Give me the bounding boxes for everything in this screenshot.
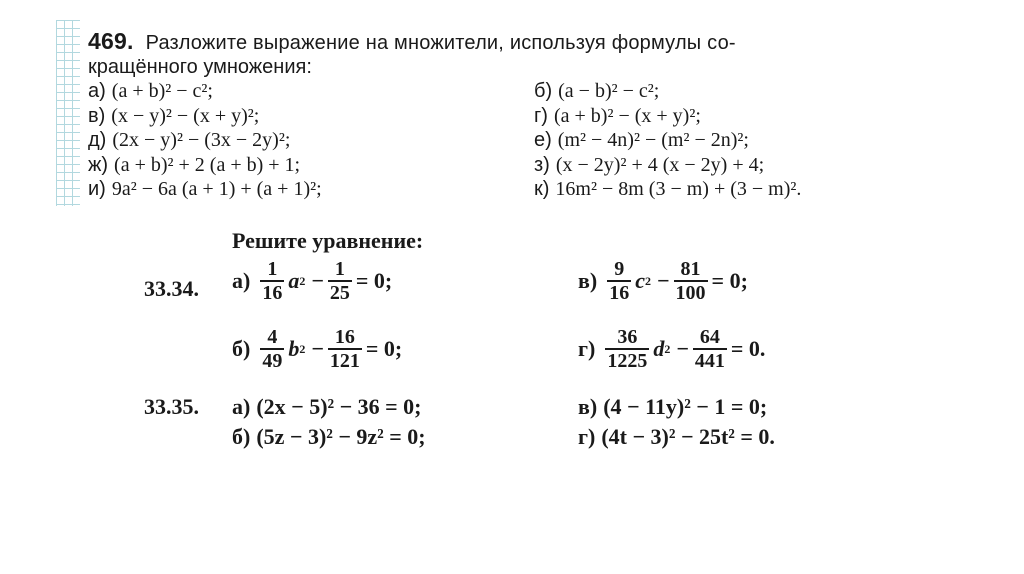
- eq-3334-a: а) $\frac{1}{16}$ a 2 − $\frac{1}{25}$ = 0;: [232, 258, 393, 304]
- denominator: 49: [262, 350, 283, 372]
- item-letter: и): [88, 178, 106, 201]
- fraction: [607, 258, 631, 304]
- eq-3334-g: г) $\frac{36}{1225}$ d 2 − $\frac{64}{441}$ = 0.: [578, 326, 766, 372]
- eq-3335-a: [232, 394, 422, 420]
- denominator: 100: [675, 282, 706, 304]
- item-expression: (a + b)² − c²;: [111, 80, 213, 102]
- item-letter: г): [534, 104, 548, 127]
- numerator: 1: [334, 258, 345, 280]
- eq-expr: (5z − 3)² − 9z² = 0;: [256, 424, 426, 449]
- eq-expr: (2x − 5)² − 36 = 0;: [256, 394, 422, 419]
- problem-3335-number: 33.35.: [144, 394, 199, 419]
- eq-3335-v: [578, 394, 767, 420]
- problem-3334-number: 33.34.: [144, 276, 199, 301]
- fraction: [693, 326, 727, 372]
- numerator: 16: [334, 326, 355, 348]
- item-letter: ж): [88, 153, 109, 176]
- item-expression: 16m² − 8m (3 − m) + (3 − m)².: [555, 178, 802, 201]
- item-letter: а): [88, 80, 106, 102]
- item-expression: (m² − 4n)² − (m² − 2n)²;: [557, 129, 749, 152]
- eq-letter: г): [578, 336, 596, 361]
- denominator: 16: [262, 282, 283, 304]
- eq-letter: в): [578, 394, 598, 419]
- fraction: [328, 326, 362, 372]
- eq-letter: б): [232, 336, 251, 361]
- numerator: 1: [267, 258, 278, 280]
- item-expression: 9a² − 6a (a + 1) + (a + 1)²;: [111, 178, 322, 201]
- item-letter: д): [88, 129, 107, 152]
- eq-tail: = 0;: [355, 268, 393, 293]
- eq-letter: а): [232, 394, 251, 419]
- denominator: 25: [329, 282, 350, 304]
- eq-3335-b: [232, 424, 426, 450]
- eq-letter: в): [578, 268, 598, 293]
- variable: a: [288, 268, 300, 293]
- item-expression: (2x − y)² − (3x − 2y)²;: [112, 129, 291, 152]
- item-letter: е): [534, 129, 552, 152]
- eq-expr: (4 − 11y)² − 1 = 0;: [603, 394, 768, 419]
- item-expression: (a + b)² + 2 (a + b) + 1;: [114, 153, 301, 176]
- eq-letter: а): [232, 268, 251, 293]
- eq-3334-v: в) $\frac{9}{16}$ c 2 − $\frac{81}{100}$ = 0;: [578, 258, 748, 304]
- fraction: [328, 258, 352, 304]
- eq-tail: = 0;: [365, 336, 403, 361]
- denominator: 441: [694, 350, 725, 372]
- variable: c: [635, 268, 645, 293]
- eq-3334-b: б) $\frac{4}{49}$ b 2 − $\frac{16}{121}$ = 0;: [232, 326, 403, 372]
- solve-title: Решите уравнение:: [232, 228, 424, 253]
- fraction: [605, 326, 649, 372]
- variable: b: [288, 336, 300, 361]
- problem-469-text: Разложите выражение на множители, используя формулы со-: [145, 32, 736, 54]
- eq-expr: (4t − 3)² − 25t² = 0.: [601, 424, 775, 449]
- item-expression: (x − 2y)² + 4 (x − 2y) + 4;: [555, 153, 765, 176]
- fraction: [260, 326, 284, 372]
- denominator: 16: [609, 282, 630, 304]
- numerator: 4: [267, 326, 278, 348]
- eq-3335-g: [578, 424, 775, 450]
- numerator: 9: [614, 258, 625, 280]
- item-expression: (x − y)² − (x + y)²;: [111, 104, 260, 127]
- item-letter: з): [534, 153, 550, 176]
- eq-letter: б): [232, 424, 251, 449]
- problem-469-text-cont: кращённого умножения:: [88, 56, 312, 78]
- problem-469-number: 469.: [88, 28, 134, 54]
- variable: d: [653, 336, 665, 361]
- item-letter: к): [534, 178, 550, 201]
- denominator: 121: [329, 350, 360, 372]
- eq-tail: = 0;: [711, 268, 748, 293]
- eq-letter: г): [578, 424, 596, 449]
- item-letter: б): [534, 80, 553, 102]
- item-expression: (a − b)² − c²;: [558, 80, 660, 102]
- numerator: 36: [617, 326, 638, 348]
- numerator: 64: [699, 326, 720, 348]
- numerator: 81: [680, 258, 701, 280]
- fraction: [260, 258, 284, 304]
- item-letter: в): [88, 104, 106, 127]
- eq-tail: = 0.: [730, 336, 766, 361]
- fraction: [674, 258, 708, 304]
- denominator: 1225: [607, 350, 648, 372]
- item-expression: (a + b)² − (x + y)²;: [553, 104, 701, 127]
